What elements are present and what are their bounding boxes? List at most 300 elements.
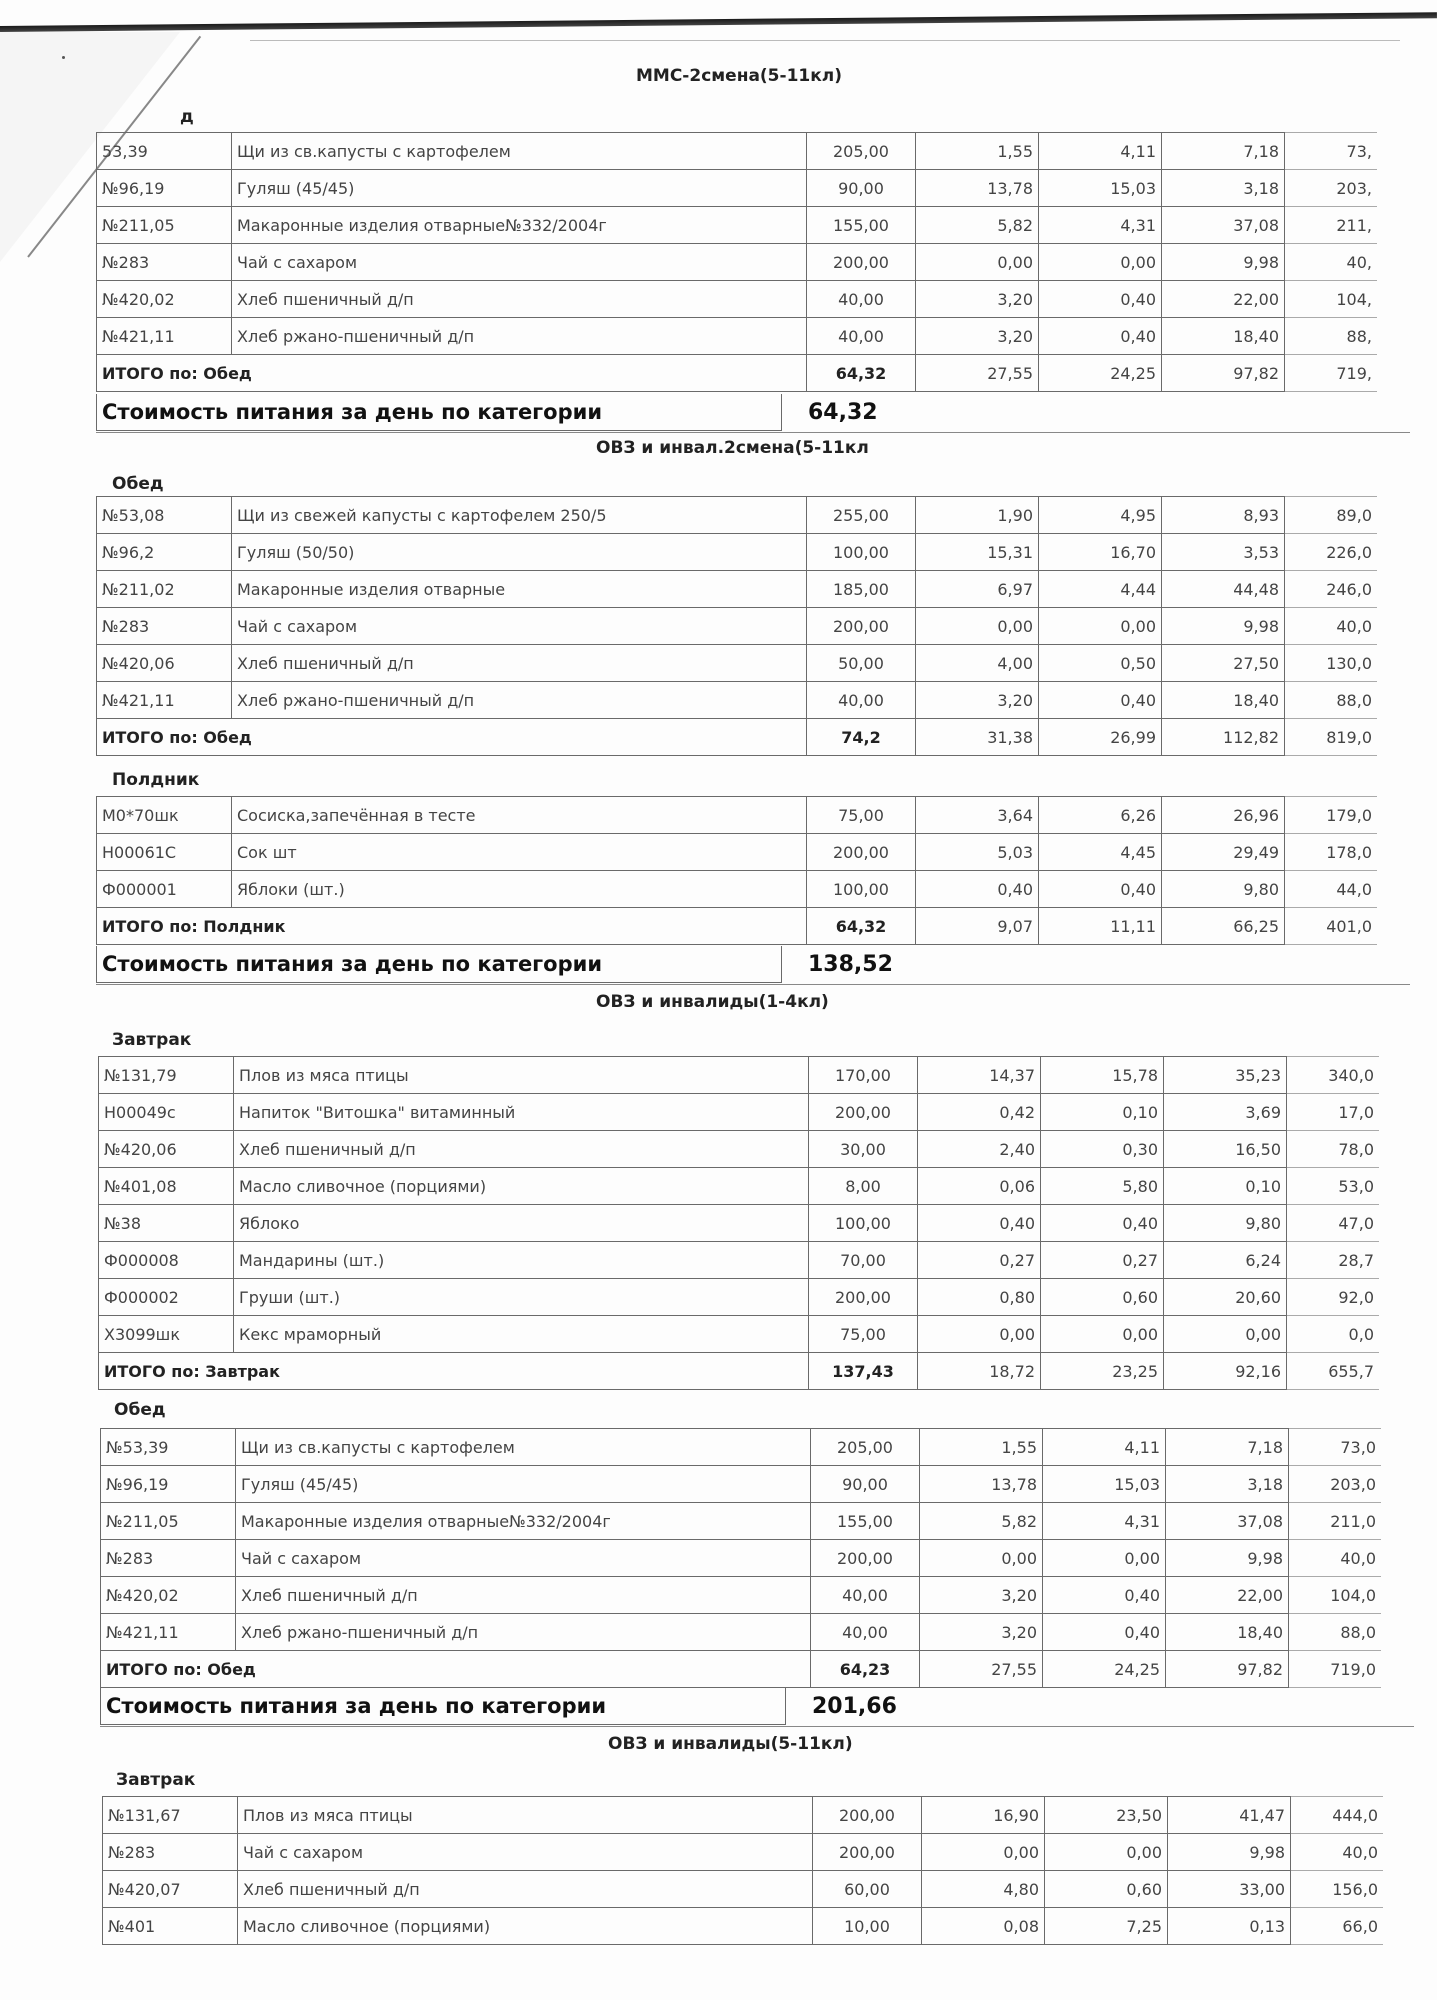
dish-name: Щи из св.капусты с картофелем [232,133,807,170]
scan-line [250,40,1400,41]
fat-value: 0,00 [1045,1834,1168,1871]
total-cost: 64,32 [807,355,916,392]
menu-table [96,796,1377,945]
scan-page-edge [0,12,1437,32]
carbs-value: 33,00 [1168,1871,1291,1908]
portion-weight: 90,00 [807,170,916,207]
dish-code: №211,02 [97,571,232,608]
kcal-value: 40, [1285,244,1378,281]
kcal-value: 203,0 [1289,1466,1382,1503]
protein-value: 0,40 [918,1205,1041,1242]
fat-value: 0,40 [1039,281,1162,318]
dish-code: №96,19 [97,170,232,207]
kcal-value: 28,7 [1287,1242,1380,1279]
dish-code: №421,11 [97,682,232,719]
fat-value: 0,50 [1039,645,1162,682]
portion-weight: 205,00 [807,133,916,170]
dish-name: Груши (шт.) [234,1279,809,1316]
meal-label: д [180,107,194,127]
dish-code: №401,08 [99,1168,234,1205]
kcal-value: 66,0 [1291,1908,1384,1945]
total-fat: 26,99 [1039,719,1162,756]
fat-value: 4,31 [1039,207,1162,244]
total-protein: 27,55 [920,1651,1043,1688]
carbs-value: 3,69 [1164,1094,1287,1131]
portion-weight: 200,00 [813,1797,922,1834]
portion-weight: 8,00 [809,1168,918,1205]
dish-code: №283 [103,1834,238,1871]
total-row [97,908,1378,945]
table-row [101,1466,1382,1503]
dish-code: №420,07 [103,1871,238,1908]
fat-value: 5,80 [1041,1168,1164,1205]
table-row [103,1908,1384,1945]
table-row [97,497,1378,534]
dish-name: Щи из св.капусты с картофелем [236,1429,811,1466]
total-carbs: 97,82 [1166,1651,1289,1688]
total-kcal: 719,0 [1289,1651,1382,1688]
kcal-value: 444,0 [1291,1797,1384,1834]
protein-value: 3,20 [916,318,1039,355]
menu-table [100,1428,1381,1688]
fat-value: 15,78 [1041,1057,1164,1094]
dish-code: №96,19 [101,1466,236,1503]
total-row [97,719,1378,756]
dish-code: №421,11 [101,1614,236,1651]
table-row [99,1094,1380,1131]
protein-value: 2,40 [918,1131,1041,1168]
kcal-value: 88,0 [1285,682,1378,719]
daily-cost-value: 201,66 [812,1694,897,1719]
daily-cost-label: Стоимость питания за день по категории [96,946,782,983]
protein-value: 3,20 [916,682,1039,719]
dish-name: Гуляш (50/50) [232,534,807,571]
carbs-value: 26,96 [1162,797,1285,834]
table-row [103,1834,1384,1871]
portion-weight: 40,00 [811,1614,920,1651]
portion-weight: 100,00 [809,1205,918,1242]
carbs-value: 3,18 [1162,170,1285,207]
dish-code: №53,08 [97,497,232,534]
table-row [97,170,1378,207]
kcal-value: 40,0 [1285,608,1378,645]
table-row [99,1316,1380,1353]
portion-weight: 185,00 [807,571,916,608]
portion-weight: 205,00 [811,1429,920,1466]
portion-weight: 10,00 [813,1908,922,1945]
dish-name: Макаронные изделия отварные [232,571,807,608]
dish-code: Н00061С [97,834,232,871]
carbs-value: 9,98 [1162,244,1285,281]
protein-value: 0,40 [916,871,1039,908]
carbs-value: 37,08 [1162,207,1285,244]
table-row [99,1205,1380,1242]
total-kcal: 401,0 [1285,908,1378,945]
fat-value: 0,00 [1043,1540,1166,1577]
carbs-value: 7,18 [1162,133,1285,170]
carbs-value: 7,18 [1166,1429,1289,1466]
table-row [99,1168,1380,1205]
carbs-value: 9,80 [1164,1205,1287,1242]
total-label: ИТОГО по: Обед [97,719,807,756]
total-fat: 11,11 [1039,908,1162,945]
total-label: ИТОГО по: Обед [97,355,807,392]
fat-value: 0,40 [1043,1577,1166,1614]
portion-weight: 60,00 [813,1871,922,1908]
carbs-value: 3,18 [1166,1466,1289,1503]
kcal-value: 78,0 [1287,1131,1380,1168]
daily-cost-row [96,394,1410,433]
dish-code: №53,39 [101,1429,236,1466]
table-row [97,834,1378,871]
fat-value: 0,40 [1039,318,1162,355]
carbs-value: 16,50 [1164,1131,1287,1168]
dish-name: Кекс мраморный [234,1316,809,1353]
protein-value: 3,20 [920,1614,1043,1651]
carbs-value: 27,50 [1162,645,1285,682]
table-row [101,1614,1382,1651]
kcal-value: 226,0 [1285,534,1378,571]
dish-name: Чай с сахаром [238,1834,813,1871]
carbs-value: 6,24 [1164,1242,1287,1279]
dish-code: №420,02 [97,281,232,318]
dish-name: Чай с сахаром [232,608,807,645]
kcal-value: 73, [1285,133,1378,170]
protein-value: 0,00 [918,1316,1041,1353]
fat-value: 6,26 [1039,797,1162,834]
total-fat: 24,25 [1039,355,1162,392]
carbs-value: 3,53 [1162,534,1285,571]
dish-name: Хлеб пшеничный д/п [234,1131,809,1168]
protein-value: 3,20 [916,281,1039,318]
portion-weight: 100,00 [807,534,916,571]
dish-code: №401 [103,1908,238,1945]
table-row [103,1797,1384,1834]
daily-cost-row [96,946,1410,985]
fat-value: 15,03 [1039,170,1162,207]
dish-name: Хлеб пшеничный д/п [238,1871,813,1908]
protein-value: 16,90 [922,1797,1045,1834]
dish-code: №283 [97,244,232,281]
dish-code: Н00049с [99,1094,234,1131]
protein-value: 1,55 [920,1429,1043,1466]
fat-value: 0,60 [1045,1871,1168,1908]
dish-name: Яблоко [234,1205,809,1242]
kcal-value: 73,0 [1289,1429,1382,1466]
protein-value: 1,55 [916,133,1039,170]
carbs-value: 9,80 [1162,871,1285,908]
carbs-value: 35,23 [1164,1057,1287,1094]
dish-name: Масло сливочное (порциями) [238,1908,813,1945]
carbs-value: 18,40 [1166,1614,1289,1651]
dish-name: Чай с сахаром [236,1540,811,1577]
menu-table [96,132,1377,392]
carbs-value: 44,48 [1162,571,1285,608]
dish-code: №420,06 [97,645,232,682]
total-protein: 18,72 [918,1353,1041,1390]
kcal-value: 88, [1285,318,1378,355]
dish-code: Х3099шк [99,1316,234,1353]
portion-weight: 100,00 [807,871,916,908]
protein-value: 13,78 [916,170,1039,207]
fat-value: 4,11 [1039,133,1162,170]
table-row [101,1577,1382,1614]
kcal-value: 47,0 [1287,1205,1380,1242]
daily-cost-row [100,1688,1414,1727]
table-row [101,1503,1382,1540]
protein-value: 6,97 [916,571,1039,608]
dish-name: Чай с сахаром [232,244,807,281]
kcal-value: 92,0 [1287,1279,1380,1316]
carbs-value: 9,98 [1166,1540,1289,1577]
portion-weight: 170,00 [809,1057,918,1094]
table-row [97,571,1378,608]
dish-name: Макаронные изделия отварные№332/2004г [236,1503,811,1540]
total-carbs: 112,82 [1162,719,1285,756]
dish-code: Ф000002 [99,1279,234,1316]
total-cost: 137,43 [809,1353,918,1390]
protein-value: 0,00 [916,244,1039,281]
carbs-value: 37,08 [1166,1503,1289,1540]
table-row [99,1242,1380,1279]
portion-weight: 90,00 [811,1466,920,1503]
carbs-value: 0,13 [1168,1908,1291,1945]
table-row [97,318,1378,355]
protein-value: 1,90 [916,497,1039,534]
fat-value: 0,40 [1039,871,1162,908]
kcal-value: 179,0 [1285,797,1378,834]
table-row [99,1131,1380,1168]
protein-value: 0,80 [918,1279,1041,1316]
table-row [99,1279,1380,1316]
portion-weight: 155,00 [807,207,916,244]
kcal-value: 44,0 [1285,871,1378,908]
total-cost: 64,32 [807,908,916,945]
dish-name: Хлеб пшеничный д/п [236,1577,811,1614]
menu-table [96,496,1377,756]
dish-code: №421,11 [97,318,232,355]
total-row [99,1353,1380,1390]
carbs-value: 9,98 [1162,608,1285,645]
protein-value: 5,82 [916,207,1039,244]
carbs-value: 29,49 [1162,834,1285,871]
total-row [101,1651,1382,1688]
protein-value: 0,08 [922,1908,1045,1945]
protein-value: 4,80 [922,1871,1045,1908]
meal-label: Завтрак [112,1030,192,1050]
protein-value: 0,27 [918,1242,1041,1279]
total-fat: 24,25 [1043,1651,1166,1688]
portion-weight: 255,00 [807,497,916,534]
table-row [97,608,1378,645]
total-protein: 27,55 [916,355,1039,392]
meal-label: Полдник [112,770,200,790]
dish-name: Напиток "Витошка" витаминный [234,1094,809,1131]
kcal-value: 340,0 [1287,1057,1380,1094]
kcal-value: 104,0 [1289,1577,1382,1614]
dish-name: Яблоки (шт.) [232,871,807,908]
protein-value: 13,78 [920,1466,1043,1503]
total-fat: 23,25 [1041,1353,1164,1390]
fat-value: 0,30 [1041,1131,1164,1168]
carbs-value: 22,00 [1162,281,1285,318]
fat-value: 15,03 [1043,1466,1166,1503]
dish-name: Макаронные изделия отварные№332/2004г [232,207,807,244]
portion-weight: 70,00 [809,1242,918,1279]
carbs-value: 22,00 [1166,1577,1289,1614]
table-row [97,281,1378,318]
table-row [97,133,1378,170]
kcal-value: 246,0 [1285,571,1378,608]
carbs-value: 18,40 [1162,682,1285,719]
dish-code: №96,2 [97,534,232,571]
fat-value: 23,50 [1045,1797,1168,1834]
fat-value: 0,00 [1041,1316,1164,1353]
dish-name: Щи из свежей капусты с картофелем 250/5 [232,497,807,534]
kcal-value: 156,0 [1291,1871,1384,1908]
dish-name: Хлеб ржано-пшеничный д/п [232,318,807,355]
table-row [97,797,1378,834]
dish-name: Сосиска,запечённая в тесте [232,797,807,834]
total-carbs: 66,25 [1162,908,1285,945]
dish-code: №211,05 [101,1503,236,1540]
category-title: ОВЗ и инвал.2смена(5-11кл [596,438,869,458]
portion-weight: 155,00 [811,1503,920,1540]
category-title: ММС-2смена(5-11кл) [636,66,842,86]
kcal-value: 88,0 [1289,1614,1382,1651]
table-row [99,1057,1380,1094]
fat-value: 16,70 [1039,534,1162,571]
fat-value: 0,27 [1041,1242,1164,1279]
dish-code: №38 [99,1205,234,1242]
kcal-value: 0,0 [1287,1316,1380,1353]
fat-value: 4,45 [1039,834,1162,871]
portion-weight: 75,00 [807,797,916,834]
category-title: ОВЗ и инвалиды(1-4кл) [596,992,829,1012]
protein-value: 15,31 [916,534,1039,571]
carbs-value: 20,60 [1164,1279,1287,1316]
fat-value: 4,44 [1039,571,1162,608]
dish-name: Хлеб пшеничный д/п [232,281,807,318]
kcal-value: 130,0 [1285,645,1378,682]
fat-value: 0,40 [1039,682,1162,719]
table-row [103,1871,1384,1908]
portion-weight: 30,00 [809,1131,918,1168]
dish-name: Плов из мяса птицы [234,1057,809,1094]
portion-weight: 200,00 [813,1834,922,1871]
carbs-value: 41,47 [1168,1797,1291,1834]
total-label: ИТОГО по: Полдник [97,908,807,945]
fat-value: 4,11 [1043,1429,1166,1466]
portion-weight: 50,00 [807,645,916,682]
daily-cost-label: Стоимость питания за день по категории [96,394,782,431]
fat-value: 0,00 [1039,608,1162,645]
table-row [97,244,1378,281]
total-kcal: 819,0 [1285,719,1378,756]
protein-value: 0,00 [920,1540,1043,1577]
scan-speck [62,56,65,59]
dish-code: №420,06 [99,1131,234,1168]
dish-code: Ф000001 [97,871,232,908]
portion-weight: 40,00 [807,281,916,318]
kcal-value: 104, [1285,281,1378,318]
dish-code: Ф000008 [99,1242,234,1279]
protein-value: 0,42 [918,1094,1041,1131]
dish-name: Гуляш (45/45) [232,170,807,207]
kcal-value: 40,0 [1291,1834,1384,1871]
dish-name: Хлеб пшеничный д/п [232,645,807,682]
table-row [97,645,1378,682]
daily-cost-label: Стоимость питания за день по категории [100,1688,786,1725]
portion-weight: 200,00 [811,1540,920,1577]
kcal-value: 53,0 [1287,1168,1380,1205]
portion-weight: 40,00 [807,318,916,355]
dish-name: Сок шт [232,834,807,871]
portion-weight: 75,00 [809,1316,918,1353]
portion-weight: 40,00 [811,1577,920,1614]
protein-value: 0,00 [916,608,1039,645]
kcal-value: 17,0 [1287,1094,1380,1131]
protein-value: 14,37 [918,1057,1041,1094]
total-row [97,355,1378,392]
total-label: ИТОГО по: Обед [101,1651,811,1688]
carbs-value: 9,98 [1168,1834,1291,1871]
total-label: ИТОГО по: Завтрак [99,1353,809,1390]
portion-weight: 200,00 [809,1279,918,1316]
dish-code: М0*70шк [97,797,232,834]
fat-value: 0,00 [1039,244,1162,281]
total-carbs: 92,16 [1164,1353,1287,1390]
fat-value: 0,40 [1043,1614,1166,1651]
carbs-value: 0,00 [1164,1316,1287,1353]
portion-weight: 40,00 [807,682,916,719]
kcal-value: 203, [1285,170,1378,207]
kcal-value: 211,0 [1289,1503,1382,1540]
total-cost: 74,2 [807,719,916,756]
total-kcal: 655,7 [1287,1353,1380,1390]
table-row [97,682,1378,719]
dish-code: №283 [97,608,232,645]
portion-weight: 200,00 [807,834,916,871]
total-protein: 9,07 [916,908,1039,945]
category-title: ОВЗ и инвалиды(5-11кл) [608,1734,853,1754]
table-row [97,207,1378,244]
fat-value: 0,60 [1041,1279,1164,1316]
dish-name: Хлеб ржано-пшеничный д/п [236,1614,811,1651]
table-row [101,1429,1382,1466]
dish-name: Мандарины (шт.) [234,1242,809,1279]
kcal-value: 89,0 [1285,497,1378,534]
portion-weight: 200,00 [807,244,916,281]
meal-label: Обед [114,1400,166,1420]
dish-name: Гуляш (45/45) [236,1466,811,1503]
protein-value: 0,00 [922,1834,1045,1871]
dish-name: Масло сливочное (порциями) [234,1168,809,1205]
protein-value: 4,00 [916,645,1039,682]
total-protein: 31,38 [916,719,1039,756]
protein-value: 5,82 [920,1503,1043,1540]
kcal-value: 40,0 [1289,1540,1382,1577]
dish-code: №131,67 [103,1797,238,1834]
dish-code: №211,05 [97,207,232,244]
total-cost: 64,23 [811,1651,920,1688]
meal-label: Завтрак [116,1770,196,1790]
table-row [97,871,1378,908]
fat-value: 7,25 [1045,1908,1168,1945]
carbs-value: 8,93 [1162,497,1285,534]
protein-value: 5,03 [916,834,1039,871]
fat-value: 4,31 [1043,1503,1166,1540]
